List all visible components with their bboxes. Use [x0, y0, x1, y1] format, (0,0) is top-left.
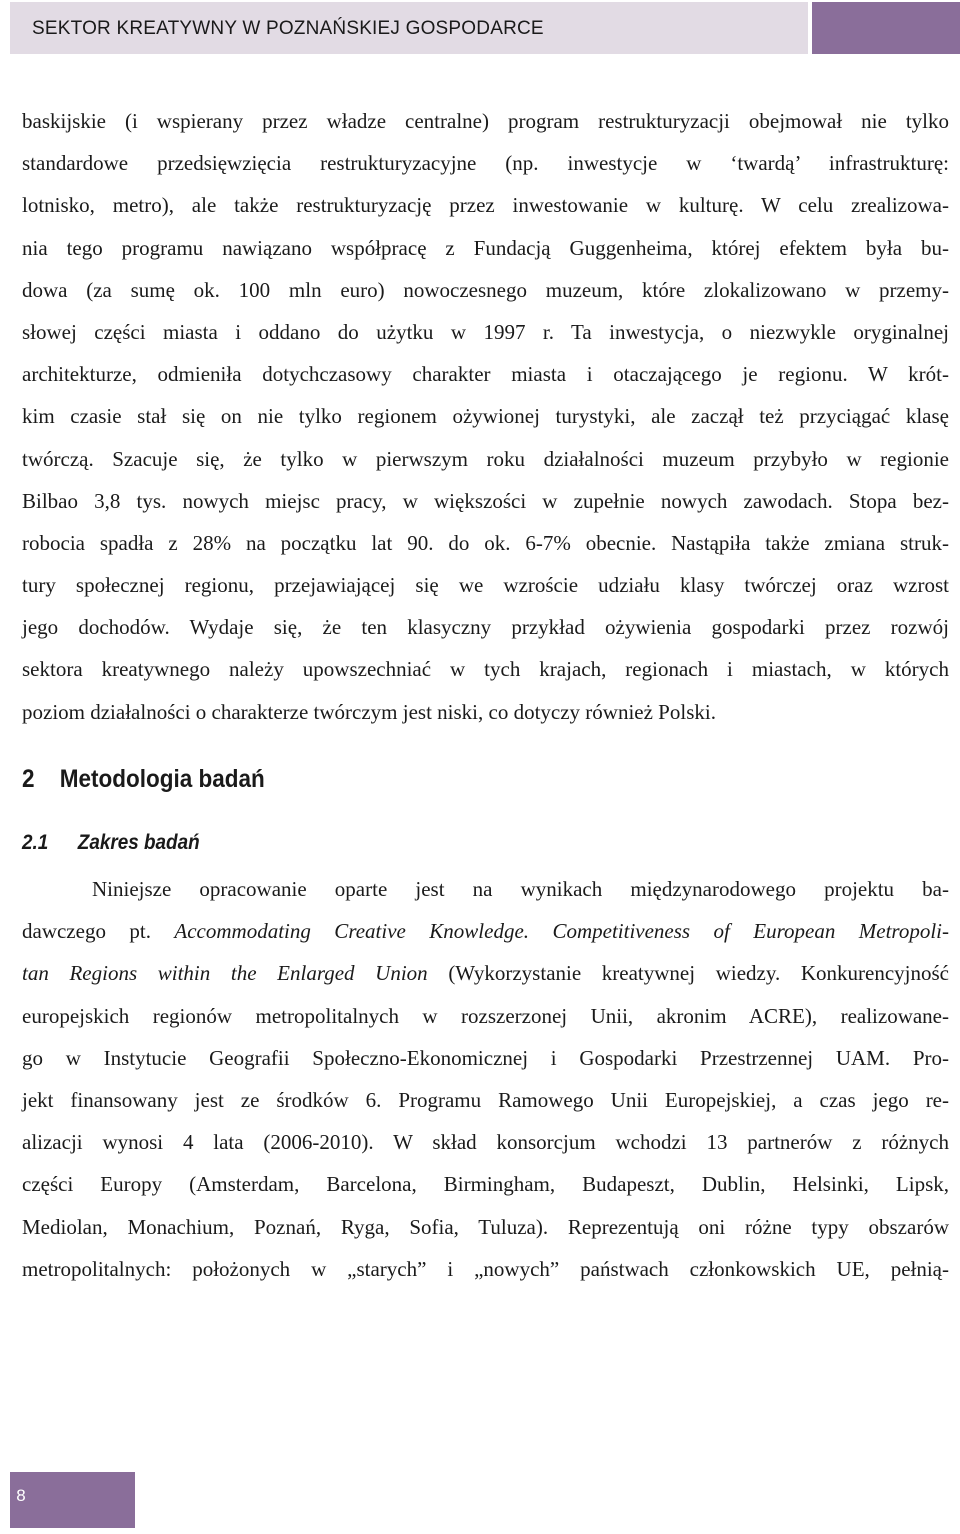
header-accent-block: [812, 2, 960, 54]
running-header-title: SEKTOR KREATYWNY W POZNAŃSKIEJ GOSPODARCE: [32, 18, 544, 39]
project-title-italic: tan Regions within the Enlarged Union: [22, 961, 428, 986]
text-line: Niniejsze opracowanie oparte jest na wynikach międzynarodowego projektu ba-: [92, 877, 949, 901]
text-line: części Europy (Amsterdam, Barcelona, Birmingham, Budapeszt, Dublin, Helsinki, Lipsk,: [22, 1172, 949, 1197]
text-run: dawczego pt.: [22, 919, 175, 944]
section-heading: [22, 765, 265, 794]
text-line: europejskich regionów metropolitalnych w rozszerzonej Unii, akronim ACRE), realizowane-: [22, 1003, 949, 1028]
text-line: jego dochodów. Wydaje się, że ten klasyczny przykład ożywienia gospodarki przez rozwój: [22, 615, 949, 640]
text-line: baskijskie (i wspierany przez władze centralne) program restrukturyzacji obejmował nie tylko: [22, 109, 949, 133]
subsection-heading: [22, 831, 200, 855]
text-line: Mediolan, Monachium, Poznań, Ryga, Sofia, Tuluza). Reprezentują oni różne typy obszarów: [22, 1214, 949, 1239]
text-line: Bilbao 3,8 tys. nowych miejsc pracy, w większości w zupełnie nowych zawodach. Stopa bez-: [22, 488, 949, 513]
paragraph-acre: [22, 868, 949, 1290]
section-title: Metodologia badań: [59, 765, 265, 793]
text-line: go w Instytucie Geografii Społeczno-Ekonomicznej i Gospodarki Przestrzennej UAM. Pro-: [22, 1045, 949, 1070]
text-line: standardowe przedsięwzięcia restrukturyzacyjne (np. inwestycje w ‘twardą’ infrastrukturę:: [22, 151, 949, 176]
text-line: sektora kreatywnego należy upowszechniać w tych krajach, regionach i miastach, w których: [22, 657, 949, 682]
text-line: słowej części miasta i oddano do użytku w 1997 r. Ta inwestycja, o niezwykle oryginalnej: [22, 319, 949, 344]
text-line: tury społecznej regionu, przejawiającej się we wzroście udziału klasy twórczej oraz wzrost: [22, 573, 949, 598]
text-run: (Wykorzystanie kreatywnej wiedzy. Konkurencyjność: [427, 961, 950, 986]
text-line: twórczą. Szacuje się, że tylko w pierwszym roku działalności muzeum przybyło w regionie: [22, 446, 949, 471]
text-line: [22, 952, 949, 994]
text-line: robocia spadła z 28% na początku lat 90. do ok. 6-7% obecnie. Nastąpiła także zmiana struk-: [22, 530, 949, 555]
text-line: poziom działalności o charakterze twórczym jest niski, co dotyczy również Polski.: [22, 699, 716, 724]
project-title-italic: Accommodating Creative Knowledge. Competitiveness of European Metropoli-: [174, 919, 949, 944]
section-number: 2: [22, 765, 35, 793]
header-bar: [10, 2, 808, 54]
text-line: architekturze, odmieniła dotychczasowy charakter miasta i otaczającego je regionu. W krót-: [22, 362, 949, 387]
text-line: kim czasie stał się on nie tylko regionem ożywionej turystyki, ale zaczął też przyciągać klasę: [22, 404, 949, 429]
page-number: 8: [16, 1486, 26, 1505]
body-text-block: [22, 100, 949, 733]
text-line: metropolitalnych: położonych w „starych” i „nowych” państwach członkowskich UE, pełnią-: [22, 1256, 949, 1281]
text-line: alizacji wynosi 4 lata (2006-2010). W skład konsorcjum wchodzi 13 partnerów z różnych: [22, 1130, 949, 1155]
text-line: [22, 910, 949, 952]
text-line: lotnisko, metro), ale także restrukturyzację przez inwestowanie w kulturę. W celu zrealizowa-: [22, 193, 949, 218]
text-line: nia tego programu nawiązano współpracę z Fundacją Guggenheima, której efektem była bu-: [22, 235, 949, 260]
subsection-number: 2.1: [22, 831, 49, 854]
text-line: jekt finansowany jest ze środków 6. Programu Ramowego Unii Europejskiej, a czas jego re-: [22, 1087, 949, 1112]
subsection-title: Zakres badań: [77, 831, 200, 854]
text-line: dowa (za sumę ok. 100 mln euro) nowoczesnego muzeum, które zlokalizowano w przemy-: [22, 277, 949, 302]
footer-page-box: [10, 1472, 135, 1528]
body-text-block-2: [22, 868, 949, 1290]
paragraph-bilbao: [22, 100, 949, 733]
